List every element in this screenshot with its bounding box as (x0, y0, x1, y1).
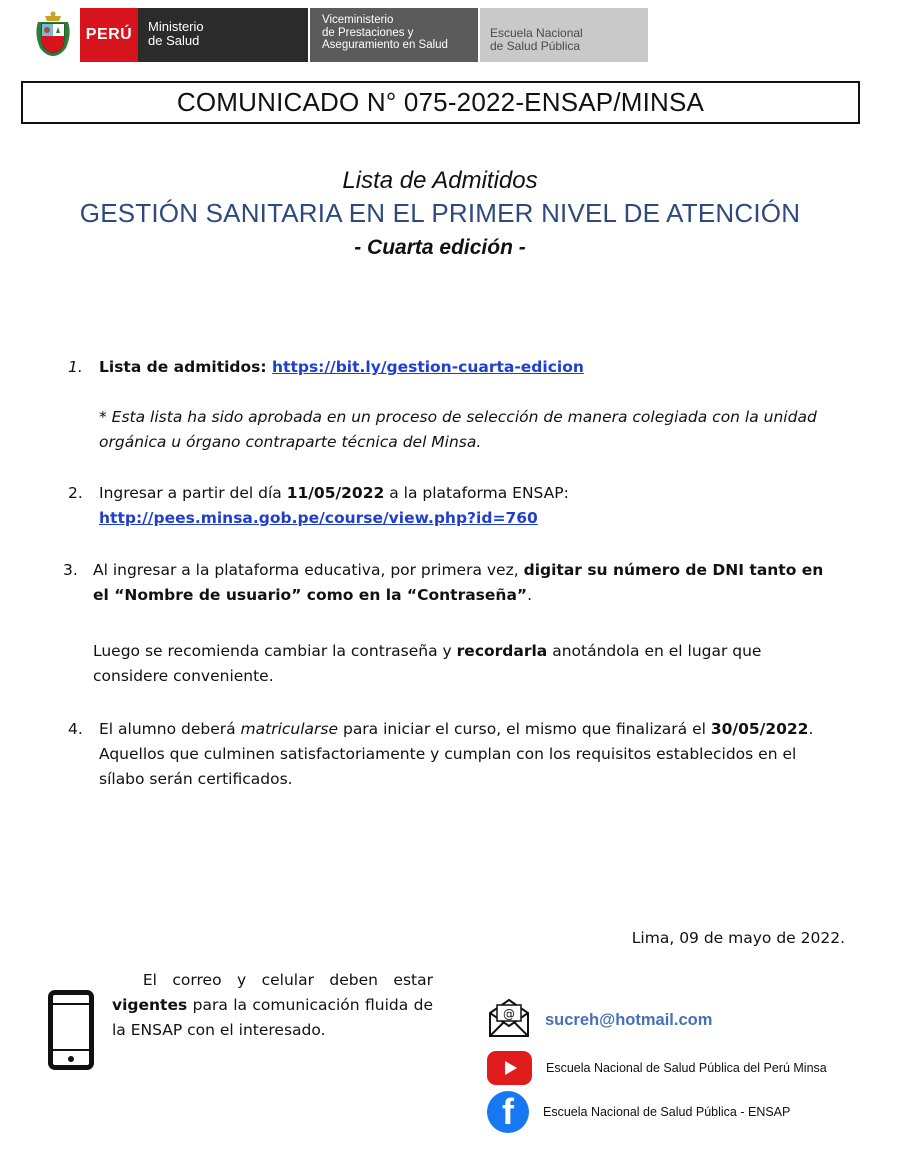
coat-of-arms-icon (28, 8, 78, 62)
end-date: 30/05/2022 (710, 720, 809, 738)
envelope-icon (487, 997, 531, 1044)
communique-title: COMUNICADO N° 075-2022-ENSAP/MINSA (21, 81, 860, 124)
list-subtitle: Lista de Admitidos (342, 167, 538, 194)
item-3-text-after: . (527, 586, 533, 604)
edition-label: - Cuarta edición - (354, 236, 526, 259)
item-4-italic: matricularse (240, 720, 339, 738)
item-4-text-before: El alumno deberá (99, 720, 241, 738)
recommendation-before: Luego se recomienda cambiar la contraseña y (93, 642, 457, 660)
item-3-line (93, 583, 863, 608)
item-3-text-before: Al ingresar a la plataforma educativa, por primera vez, (93, 561, 524, 579)
start-date: 11/05/2022 (286, 484, 385, 502)
item-2-line (99, 481, 569, 506)
peru-label: PERÚ (80, 8, 138, 62)
viceministry-line: Aseguramiento en Salud (322, 39, 448, 51)
item-number: 4. (68, 720, 83, 738)
item-3-line (93, 558, 863, 583)
youtube-channel-name[interactable]: Escuela Nacional de Salud Pública del Perú Minsa (546, 1061, 827, 1075)
item-4-line (99, 717, 851, 742)
item-3-bold: digitar su número de DNI tanto en (523, 561, 824, 579)
item-4-line: sílabo serán certificados. (99, 770, 293, 788)
approval-note-line: * Esta lista ha sido aprobada en un proceso de selección de manera colegiada con la unidad (99, 408, 817, 426)
facebook-icon[interactable]: f (487, 1091, 529, 1133)
platform-link[interactable]: http://pees.minsa.gob.pe/course/view.php?id=760 (99, 509, 538, 527)
contact-note-before: El correo y celular deben estar (142, 971, 433, 989)
school-line: Escuela Nacional (490, 26, 583, 40)
phone-icon (48, 990, 94, 1070)
item-number: 2. (68, 484, 83, 502)
item-number: 3. (63, 561, 78, 579)
government-header (28, 8, 648, 62)
course-title: GESTIÓN SANITARIA EN EL PRIMER NIVEL DE ATENCIÓN (79, 198, 801, 228)
email-contact (487, 997, 712, 1044)
item-1-label: Lista de admitidos: (99, 358, 272, 376)
password-recommendation (93, 639, 863, 689)
school-label (480, 8, 648, 62)
item-4-text-after: . (808, 720, 814, 738)
approval-note (99, 405, 859, 455)
recommendation-bold: recordarla (456, 642, 548, 660)
item-4-text-mid: para iniciar el curso, el mismo que finalizará el (338, 720, 711, 738)
item-number: 1. (68, 358, 83, 376)
item-2-text (99, 481, 569, 531)
item-4-text (99, 717, 851, 792)
ministry-line: de Salud (148, 33, 200, 48)
viceministry-line: Viceministerio (322, 14, 394, 26)
recommendation-after: anotándola en el lugar que (547, 642, 762, 660)
school-line: de Salud Pública (490, 39, 581, 53)
contact-note-after: para la comunicación fluida de la ENSAP con el interesado. (112, 996, 433, 1039)
facebook-contact (487, 1091, 790, 1133)
place-date: Lima, 09 de mayo de 2022. (631, 929, 845, 947)
admitted-list-link[interactable]: https://bit.ly/gestion-cuarta-edicion (272, 358, 584, 376)
svg-text:@: @ (503, 1007, 515, 1021)
recommendation-line: considere conveniente. (93, 667, 274, 685)
viceministry-label (310, 8, 478, 62)
item-3-bold: el “Nombre de usuario” como en la “Contraseña” (93, 586, 528, 604)
item-4-line: Aquellos que culminen satisfactoriamente y cumplan con los requisitos establecidos en el (99, 745, 797, 763)
youtube-contact (487, 1051, 827, 1085)
facebook-page-name[interactable]: Escuela Nacional de Salud Pública - ENSAP (543, 1105, 791, 1119)
contact-note-bold: vigentes (112, 996, 188, 1014)
item-1-text (99, 355, 584, 380)
item-3-text (93, 558, 863, 608)
contact-note (112, 968, 433, 1043)
item-2-line (99, 506, 569, 531)
ministry-line: Ministerio (148, 19, 204, 34)
youtube-icon[interactable] (487, 1051, 532, 1085)
ministry-label (138, 8, 308, 62)
item-2-text-before: Ingresar a partir del día (99, 484, 287, 502)
recommendation-line (93, 639, 863, 664)
approval-note-line: orgánica u órgano contraparte técnica del Minsa. (99, 433, 482, 451)
viceministry-line: de Prestaciones y (322, 26, 414, 39)
email-link[interactable]: sucreh@hotmail.com (545, 1011, 713, 1029)
item-2-text-after: a la plataforma ENSAP: (384, 484, 569, 502)
